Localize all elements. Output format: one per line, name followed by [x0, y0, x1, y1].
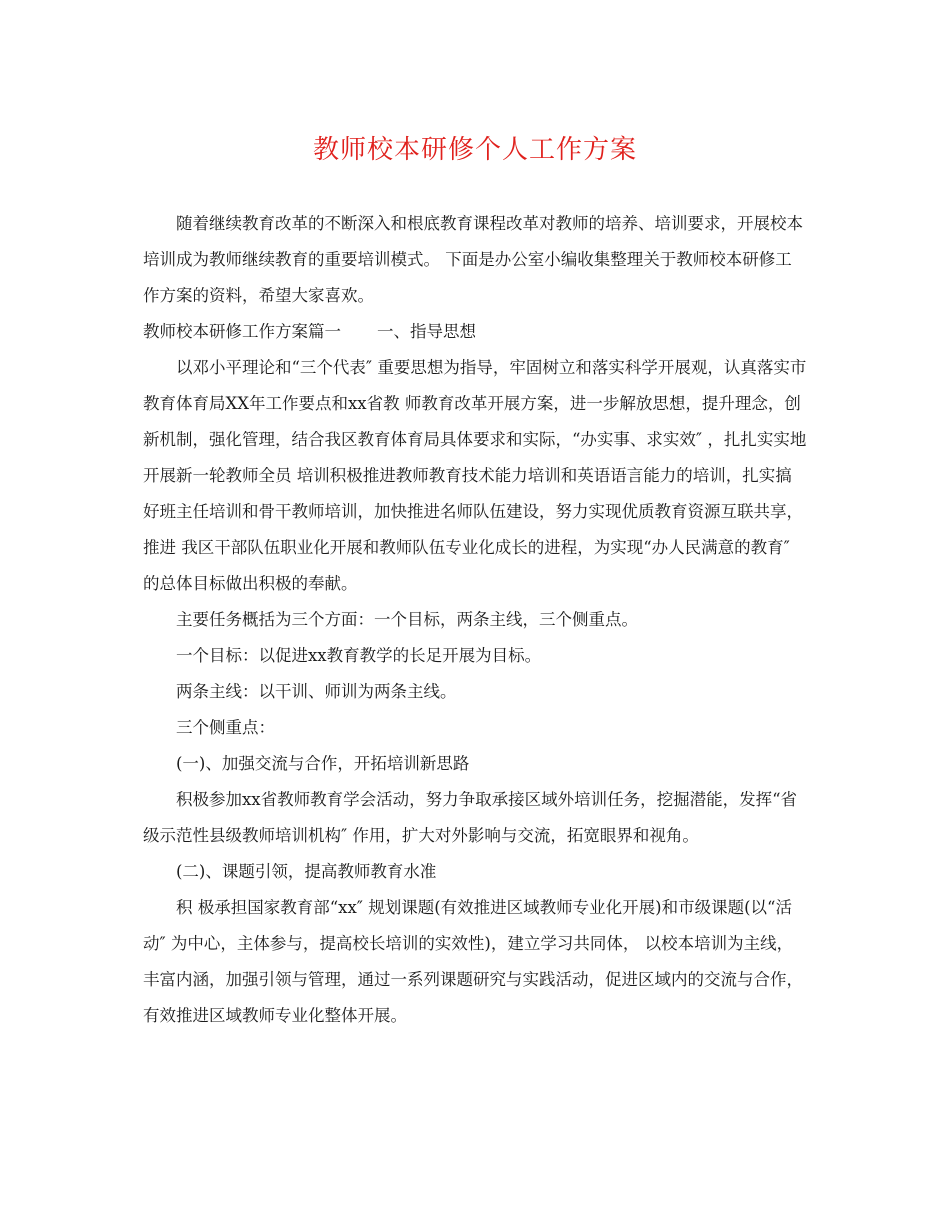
document-body	[143, 206, 808, 1034]
document-title: 教师校本研修个人工作方案	[312, 135, 637, 165]
intro-paragraph: 随着继续教育改革的不断深入和根底教育课程改革对教师的培养、培训要求，开展校本培训成为教师继续教育的重要培训模式。 下面是办公室小编收集整理关于教师校本研修工作方案的资料，希望大家喜欢。	[143, 214, 803, 305]
goal-paragraph: 一个目标：以促进xx教育教学的长足开展为目标。	[176, 646, 542, 665]
subsection-heading-2: (二)、课题引领，提高教师教育水准	[176, 862, 437, 881]
guiding-thought-paragraph: 以邓小平理论和“三个代表″ 重要思想为指导，牢固树立和落实科学开展观，认真落实市教育体育局XX年工作要点和xx省教 师教育改革开展方案，进一步解放思想，提升理念，创新机制，强化管理，结合我区教育体育局具体要求和实际，“办实事、求实效″ ，扎扎实实地开展新一轮教师全员 培训积极推进教师教育技术能力培训和英语语言能力的培训，扎实搞好班主任培训和骨干教师培训，加快推进名师队伍建设，努力实现优质教育资源互联共享，推进 我区干部队伍职业化开展和教师队伍专业化成长的进程，为实现“办人民满意的教育″ 的总体目标做出积极的奉献。	[143, 358, 807, 593]
subsection-paragraph-2: 积 极承担国家教育部“xx″ 规划课题(有效推进区域教师专业化开展)和市级课题(以“活动″ 为中心，主体参与，提高校长培训的实效性)，建立学习共同体， 以校本培训为主线，丰富内涵，加强引领与管理，通过一系列课题研究与实践活动，促进区域内的交流与合作，有效推进区域教师专业化整体开展。	[143, 898, 803, 1025]
main-tasks-paragraph: 主要任务概括为三个方面：一个目标，两条主线，三个侧重点。	[176, 610, 638, 629]
section-heading	[143, 314, 808, 350]
focus-points-heading: 三个侧重点：	[176, 718, 275, 737]
subsection-paragraph-1: 积极参加xx省教师教育学会活动，努力争取承接区域外培训任务，挖掘潜能，发挥“省级示范性县级教师培训机构″ 作用，扩大对外影响与交流，拓宽眼界和视角。	[143, 790, 798, 845]
section-heading-title: 教师校本研修工作方案篇一	[143, 322, 341, 341]
section-heading-subtitle: 一、指导思想	[377, 322, 476, 341]
main-lines-paragraph: 两条主线：以干训、师训为两条主线。	[176, 682, 457, 701]
subsection-heading-1: (一)、加强交流与合作，开拓培训新思路	[176, 754, 470, 773]
